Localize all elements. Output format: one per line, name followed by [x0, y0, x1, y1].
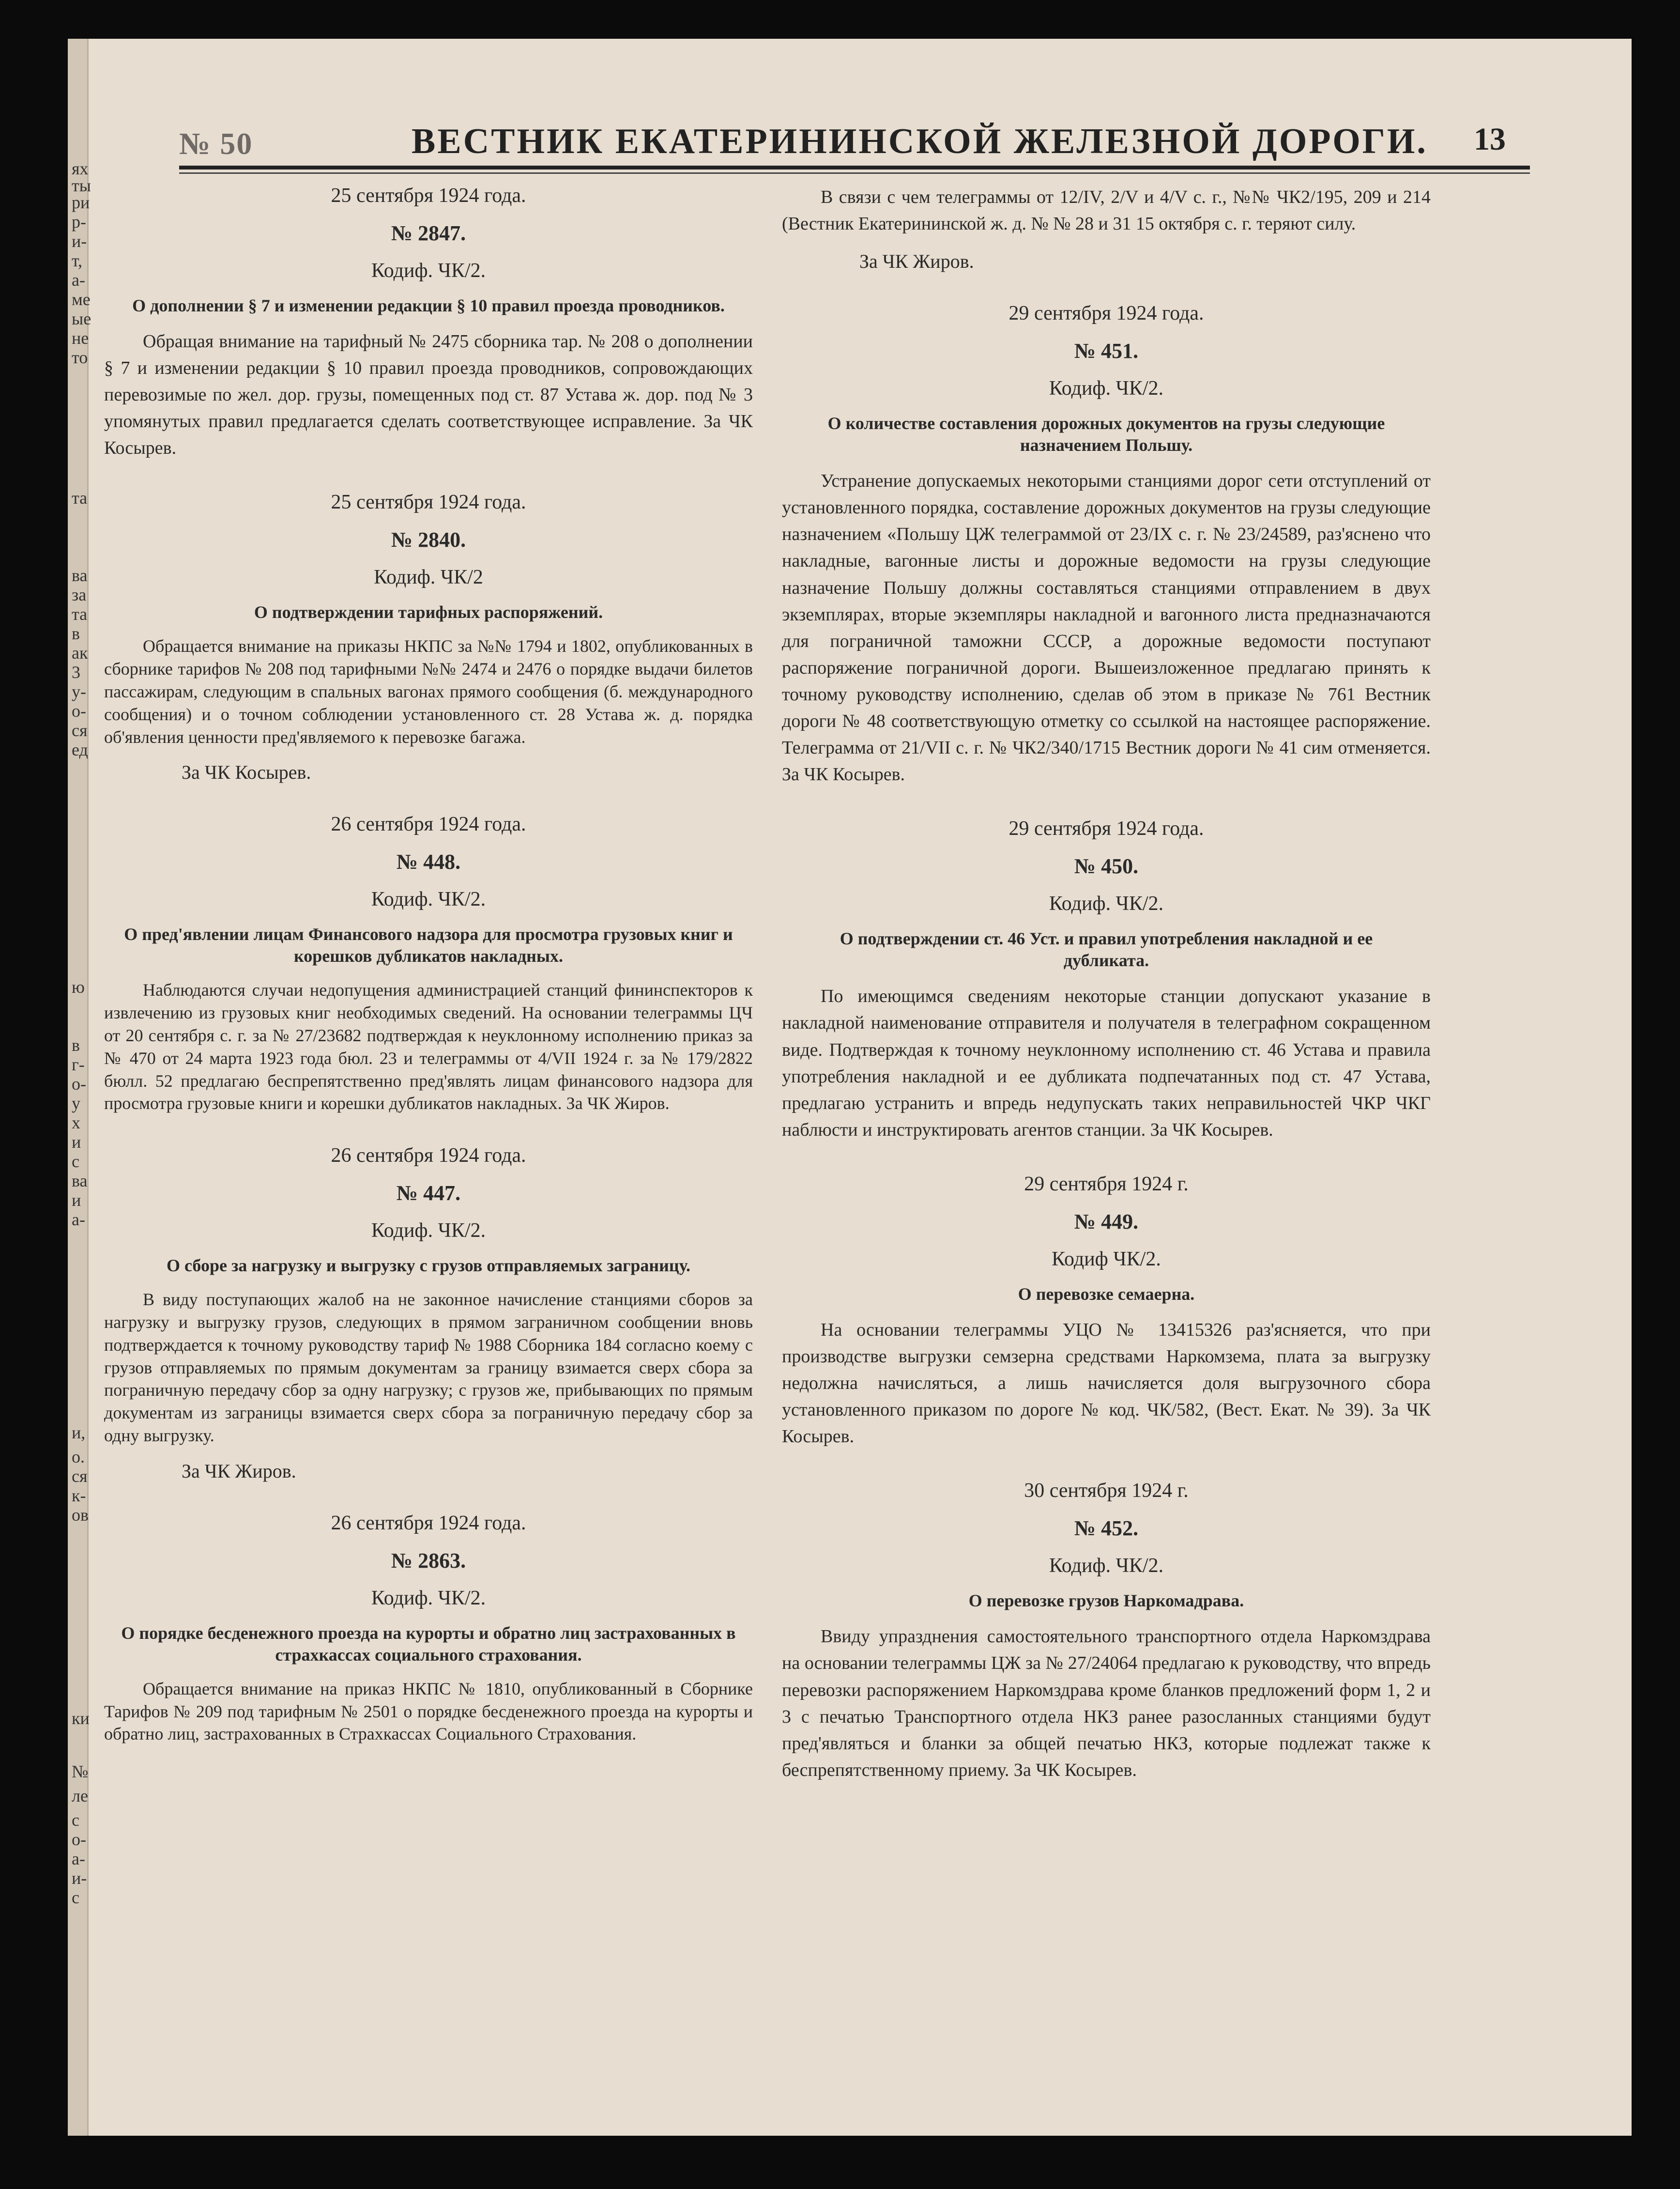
order-entry: [104, 813, 753, 1115]
order-heading: О перевозке семаерна.: [1018, 1284, 1195, 1304]
order-body: Обращая внимание на тарифный № 2475 сборника тар. № 208 о дополнении § 7 и изменении редакции § 10 правил проезда проводников, сопровождающих перевозимые по жел. дор. грузы, помещенных под ст. 87 Устава ж. дор. под № 3 упомянутых правил предлагается сделать соответствующее исправление. За ЧК Косырев.: [104, 331, 753, 459]
order-heading: О перевозке грузов Наркомадрава.: [968, 1591, 1244, 1611]
margin-fragment: и: [72, 1190, 81, 1210]
order-heading: О дополнении § 7 и изменении редакции § 10 правил проезда проводников.: [132, 296, 725, 315]
margin-fragment: с: [72, 1152, 79, 1171]
margin-fragment: и,: [72, 1423, 86, 1442]
margin-fragment: т,: [72, 251, 83, 270]
order-body: Наблюдаются случаи недопущения администрацией станций фининспекторов к извлечению из грузовых книг необходимых сведений. На основании телеграммы ЦЧ от 20 сентября с. г. за № 27/23682 подтверждая к неуклонному исполнению приказ за № 470 от 24 марта 1923 года бюл. 23 и телеграммы от 4/VII 1924 г. за № 179/2822 бюлл. 52 предлагаю беспрепятственно пред'являть лицам финансового надзора для просмотра грузовые книги и корешки дубликатов накладных. За ЧК Жиров.: [104, 980, 753, 1113]
publication-title: ВЕСТНИК ЕКАТЕРИНИНСКОЙ ЖЕЛЕЗНОЙ ДОРОГИ.: [412, 122, 1428, 161]
margin-fragment: у-: [72, 682, 86, 701]
order-entry: [782, 1479, 1431, 1784]
margin-fragment: р-: [72, 212, 86, 231]
order-number: № 451.: [1074, 339, 1139, 363]
order-entry: [782, 817, 1431, 1143]
margin-fragment: за: [72, 585, 87, 604]
order-body: По имеющимся сведениям некоторые станции допускают указание в накладной наименование отправителя и получателя в телеграфном сокращенном виде. Подтверждая к точному неуклонному исполнению ст. 46 Устава и правила употребления накладной и ее дубликата подпечатанных под ст. 47 Устава, предлагаю устранить и впредь недупускать таких неправильностей ЧКР ЧКГ наблюсти и инструктировать агентов станции. За ЧК Косырев.: [782, 986, 1431, 1140]
order-number: № 452.: [1074, 1516, 1139, 1541]
order-signature: За ЧК Косырев.: [182, 761, 311, 784]
order-entry: [104, 184, 753, 462]
order-date: 26 сентября 1924 года.: [331, 1144, 526, 1167]
header-rule: [179, 166, 1530, 170]
order-signature: За ЧК Жиров.: [182, 1460, 296, 1482]
order-body: Устранение допускаемых некоторыми станциями дорог сети отступлений от установленного порядка, составление дорожных документов на грузы следующие назначением «Польшу ЦЖ телеграммой от 23/IX с. г. № 23/24589, раз'яснено что накладные, вагонные листы и дорожные ведомости на грузы следующие назначение Польшу должны составляться станциями отправлением в двух экземплярах, вторые экземпляры накладной и вагонного листа предназначаются для пограничной таможни СССР, а дорожные ведомости поступают распоряжение пограничной дороги. Вышеизложенное предлагаю принять к точному руководству исполнению, сделав об этом в приказе № 761 Вестник дороги № 48 соответствующую отметку со ссылкой на настоящее распоряжение. Телеграмма от 21/VII с. г. № ЧК2/340/1715 Вестник дороги № 41 сим отменяется. За ЧК Косырев.: [782, 471, 1431, 785]
order-entry: [104, 491, 753, 784]
margin-fragment: 3: [72, 663, 80, 682]
order-heading: О подтверждении тарифных распоряжений.: [254, 602, 603, 622]
page-header: [179, 121, 1525, 165]
order-date: 26 сентября 1924 года.: [331, 813, 526, 836]
margin-fragment: в: [72, 624, 80, 643]
newspaper-page: [68, 39, 1632, 2136]
margin-fragment: а-: [72, 1210, 85, 1229]
order-codif: Кодиф. ЧК/2.: [1049, 377, 1164, 400]
margin-fragment: №: [72, 1762, 89, 1781]
margin-fragment: та: [72, 604, 88, 624]
margin-fragment: та: [72, 488, 88, 508]
order-date: 30 сентября 1924 г.: [1024, 1480, 1189, 1502]
order-number: № 2863.: [391, 1548, 466, 1572]
order-date: 25 сентября 1924 года.: [331, 491, 526, 514]
right-column: [782, 184, 1431, 1813]
order-heading: О сборе за нагрузку и выгрузку с грузов отправляемых заграницу.: [167, 1256, 690, 1276]
margin-fragment: ся: [72, 721, 88, 740]
margin-fragment: ед: [72, 740, 88, 759]
issue-number: № 50: [179, 126, 253, 161]
margin-fragment: в: [72, 1035, 80, 1055]
margin-fragment: х: [72, 1113, 80, 1132]
margin-fragment: с: [72, 1888, 79, 1907]
order-number: № 2840.: [391, 528, 466, 552]
margin-fragment: и-: [72, 1868, 87, 1888]
order-codif: Кодиф ЧК/2.: [1052, 1248, 1161, 1270]
order-body: В связи с чем телеграммы от 12/IV, 2/V и 4/V с. г., №№ ЧК2/195, 209 и 214 (Вестник Екатерининской ж. д. № № 28 и 31 15 октября с. г. теряют силу.: [782, 187, 1431, 234]
margin-fragment: г-: [72, 1055, 85, 1074]
order-date: 25 сентября 1924 года.: [331, 185, 526, 207]
margin-fragment: а-: [72, 1849, 85, 1868]
margin-fragment: ле: [72, 1786, 88, 1805]
order-date: 26 сентября 1924 года.: [331, 1511, 526, 1534]
margin-fragment: ва: [72, 566, 88, 585]
margin-fragment: о-: [72, 1830, 86, 1849]
order-codif: Кодиф. ЧК/2.: [371, 260, 486, 282]
order-entry: [782, 184, 1431, 273]
order-codif: Кодиф. ЧК/2.: [371, 1587, 486, 1609]
order-entry: [104, 1144, 753, 1482]
order-number: № 450.: [1074, 854, 1139, 879]
order-date: 29 сентября 1924 г.: [1024, 1172, 1189, 1195]
order-codif: Кодиф. ЧК/2.: [371, 1219, 486, 1242]
order-body: Ввиду упразднения самостоятельного транспортного отдела Наркомздрава на основании телеграммы ЦЖ за № 27/24064 предлагаю к руководству, что впредь перевозки распоряжением Наркомздрава кроме бланков предложений форм 1, 2 и 3 с печатью Транспортного отдела НКЗ ранее разосланных станциями будут пред'являться и бланки за общей печатью НКЗ, которые подлежат также к беспрепятственному приему. За ЧК Косырев.: [782, 1626, 1431, 1780]
order-codif: Кодиф. ЧК/2.: [1049, 1555, 1164, 1577]
margin-fragment: ри: [72, 193, 90, 212]
order-heading: О количестве составления дорожных документов на грузы следующие назначением Польшу.: [827, 414, 1385, 455]
order-date: 29 сентября 1924 года.: [1008, 817, 1204, 840]
order-codif: Кодиф. ЧК/2.: [371, 888, 486, 911]
margin-fragment: то: [72, 348, 88, 367]
margin-fragment: ва: [72, 1171, 88, 1190]
margin-fragment: о-: [72, 1074, 86, 1094]
margin-fragment: с: [72, 1810, 79, 1830]
order-number: № 448.: [396, 850, 461, 874]
order-codif: Кодиф. ЧК/2: [374, 566, 483, 589]
margin-fragment: ые: [72, 309, 92, 328]
margin-fragment: ю: [72, 977, 85, 997]
order-body: В виду поступающих жалоб на не законное начисление станциями сборов за нагрузку и выгрузку грузов, следующих в прямом заграничном сообщении вновь подтверждается к точному руководству тариф № 1988 Сборника 184 согласно коему с грузов отправляемых по прямым документам за границу взимается сверх сбора за пограничную передачу сбор за одну нагрузку; с грузов же, прибывающих по прямым документам из заграницы взимается сверх сбора за пограничную передачу сбор за одну выгрузку.: [104, 1290, 753, 1446]
order-entry: [782, 1172, 1431, 1450]
margin-fragment: ки: [72, 1709, 90, 1728]
left-column: [104, 184, 753, 1774]
margin-fragment: к-: [72, 1486, 86, 1505]
margin-fragment: и: [72, 1132, 81, 1152]
order-number: № 447.: [396, 1181, 461, 1205]
margin-fragment: а-: [72, 270, 85, 290]
header-rule-thin: [179, 172, 1530, 174]
page-number: 13: [1474, 122, 1506, 157]
margin-fragment: и-: [72, 231, 87, 251]
order-codif: Кодиф. ЧК/2.: [1049, 893, 1164, 915]
order-body: Обращается внимание на приказ НКПС № 1810, опубликованный в Сборнике Тарифов № 209 под тарифным № 2501 о порядке бесденежного проезда на курорты и обратно лиц, застрахованных в Страхкассах Социального Страхования.: [104, 1679, 753, 1744]
margin-fragment: о.: [72, 1447, 85, 1466]
margin-fragment: у: [72, 1094, 80, 1113]
order-heading: О пред'явлении лицам Финансового надзора для просмотра грузовых книг и корешков дубликатов накладных.: [124, 925, 733, 966]
margin-fragment: ты: [72, 176, 91, 195]
margin-fragment: ях: [72, 159, 89, 178]
order-body: Обращается внимание на приказы НКПС за №№ 1794 и 1802, опубликованных в сборнике тарифов № 208 под тарифными №№ 2474 и 2476 о порядке выдачи билетов пассажирам, следующим в спальных вагонах прямого сообщения (б. международного сообщения) и о точном соблюдении установленного ст. 28 Устава ж. д. порядка об'явления ценности пред'являемого к перевозке багажа.: [104, 636, 753, 747]
order-signature: За ЧК Жиров.: [859, 250, 974, 273]
order-body: На основании телеграммы УЦО № 13415326 раз'ясняется, что при производстве выгрузки семзерна средствами Наркомзема, плата за выгрузку недолжна начисляться, а лишь начисляется доля выгрузочного сбора установленного приказом по дороге № код. ЧК/582, (Вест. Екат. № 39). За ЧК Косырев.: [782, 1319, 1431, 1447]
order-entry: [104, 1511, 753, 1745]
margin-fragment: ме: [72, 290, 91, 309]
order-heading: О порядке бесденежного проезда на курорты и обратно лиц застрахованных в страхкассах социального страхования.: [121, 1623, 736, 1665]
margin-fragment: ся: [72, 1466, 88, 1486]
order-heading: О подтверждении ст. 46 Уст. и правил употребления накладной и ее дубликата.: [840, 929, 1373, 971]
order-number: № 2847.: [391, 221, 466, 245]
margin-fragment: ак: [72, 643, 88, 663]
margin-fragment: не: [72, 328, 89, 348]
order-entry: [782, 302, 1431, 788]
margin-fragment: ов: [72, 1505, 89, 1525]
margin-fragment: о-: [72, 701, 86, 721]
order-date: 29 сентября 1924 года.: [1008, 302, 1204, 325]
order-number: № 449.: [1074, 1209, 1139, 1233]
